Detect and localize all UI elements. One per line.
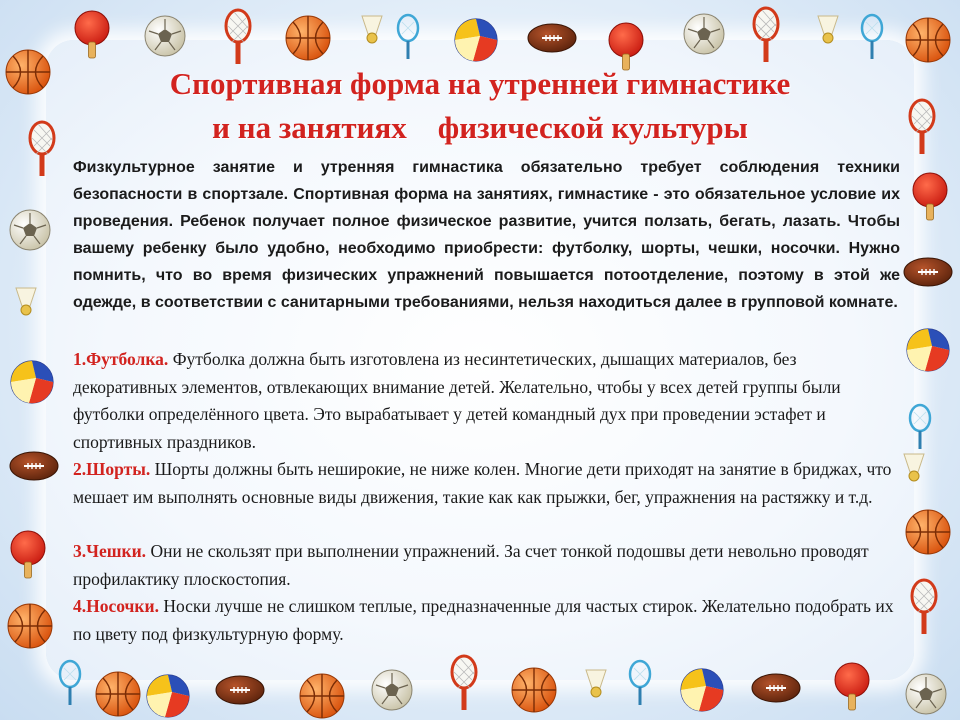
ping-pong-paddle-icon [75, 11, 109, 58]
basketball-icon [8, 604, 52, 648]
soccer-ball-icon [145, 16, 185, 56]
soccer-ball-icon [372, 670, 412, 710]
soccer-ball-icon [10, 210, 50, 250]
list-item-gym-shoes [73, 538, 903, 593]
item-heading: 3.Чешки. [73, 541, 147, 561]
basketball-icon [6, 50, 50, 94]
item-text: Носки лучше не слишком теплые, предназначенные для частых стирок. Желательно подобрать их по цвету под физкультурную форму. [73, 596, 894, 644]
basketball-icon [906, 18, 950, 62]
badminton-racket-icon [60, 661, 80, 705]
tennis-racket-icon [910, 100, 934, 154]
soccer-ball-icon [684, 14, 724, 54]
item-heading: 2.Шорты. [73, 459, 151, 479]
rugby-ball-icon [752, 674, 800, 702]
shuttlecock-icon [362, 16, 382, 43]
ping-pong-paddle-icon [609, 23, 643, 70]
badminton-racket-icon [630, 661, 650, 705]
list-item-socks [73, 593, 903, 648]
ping-pong-paddle-icon [913, 173, 947, 220]
badminton-racket-icon [398, 15, 418, 59]
ping-pong-paddle-icon [11, 531, 45, 578]
badminton-racket-icon [910, 405, 930, 449]
basketball-icon [300, 674, 344, 718]
tennis-racket-icon [912, 580, 936, 634]
item-text: Они не скользят при выполнении упражнений. За счет тонкой подошвы дети невольно проводят профилактику плоскостопия. [73, 541, 869, 589]
volleyball-icon [455, 19, 497, 61]
basketball-icon [286, 16, 330, 60]
rugby-ball-icon [904, 258, 952, 286]
tennis-racket-icon [30, 122, 54, 176]
basketball-icon [512, 668, 556, 712]
item-heading: 1.Футболка. [73, 349, 169, 369]
rugby-ball-icon [10, 452, 58, 480]
list-item-t-shirt [73, 346, 903, 456]
tennis-racket-icon [226, 10, 250, 64]
tennis-racket-icon [754, 8, 778, 62]
ping-pong-paddle-icon [835, 663, 869, 710]
item-heading: 4.Носочки. [73, 596, 159, 616]
shuttlecock-icon [818, 16, 838, 43]
item-text: Шорты должны быть неширокие, не ниже колен. Многие дети приходят на занятие в бриджах, что мешает им выполнять основные виды движения, такие как как прыжки, бег, упражнения на растяжку и т.д. [73, 459, 892, 507]
page-title-line-2: и на занятиях физической культуры [212, 110, 748, 145]
volleyball-icon [907, 329, 949, 371]
intro-paragraph: Физкультурное занятие и утренняя гимнастика обязательно требует соблюдения техники безопасности в спортзале. Спортивная форма на занятиях, гимнастике - это обязательное условие их проведения. Ребенок получает полное физическое развитие, учится ползать, бегать, лазать. Чтобы вашему ребенку было удобно, необходимо приобрести: футболку, шорты, чешки, носочки. Нужно помнить, что во время физических упражнений повышается потоотделение, поэтому в этой же одежде, в соответствии с санитарными требованиями, нельзя находиться далее в групповой комнате. [73, 159, 900, 311]
shuttlecock-icon [586, 670, 606, 697]
item-text: Футболка должна быть изготовлена из несинтетических, дышащих материалов, без декоративных элементов, отвлекающих внимание детей. Желательно, чтобы у всех детей группы были футболки определённого цвета. Это вырабатывает у детей командный дух при проведении эстафет и спортивных праздников. [73, 349, 841, 452]
volleyball-icon [147, 675, 189, 717]
shuttlecock-icon [16, 288, 36, 315]
list-item-shorts [73, 456, 903, 511]
shuttlecock-icon [904, 454, 924, 481]
page-title-line-1: Спортивная форма на утренней гимнастике [169, 66, 791, 101]
volleyball-icon [11, 361, 53, 403]
rugby-ball-icon [216, 676, 264, 704]
volleyball-icon [681, 669, 723, 711]
basketball-icon [906, 510, 950, 554]
soccer-ball-icon [906, 674, 946, 714]
rugby-ball-icon [528, 24, 576, 52]
tennis-racket-icon [452, 656, 476, 710]
basketball-icon [96, 672, 140, 716]
badminton-racket-icon [862, 15, 882, 59]
